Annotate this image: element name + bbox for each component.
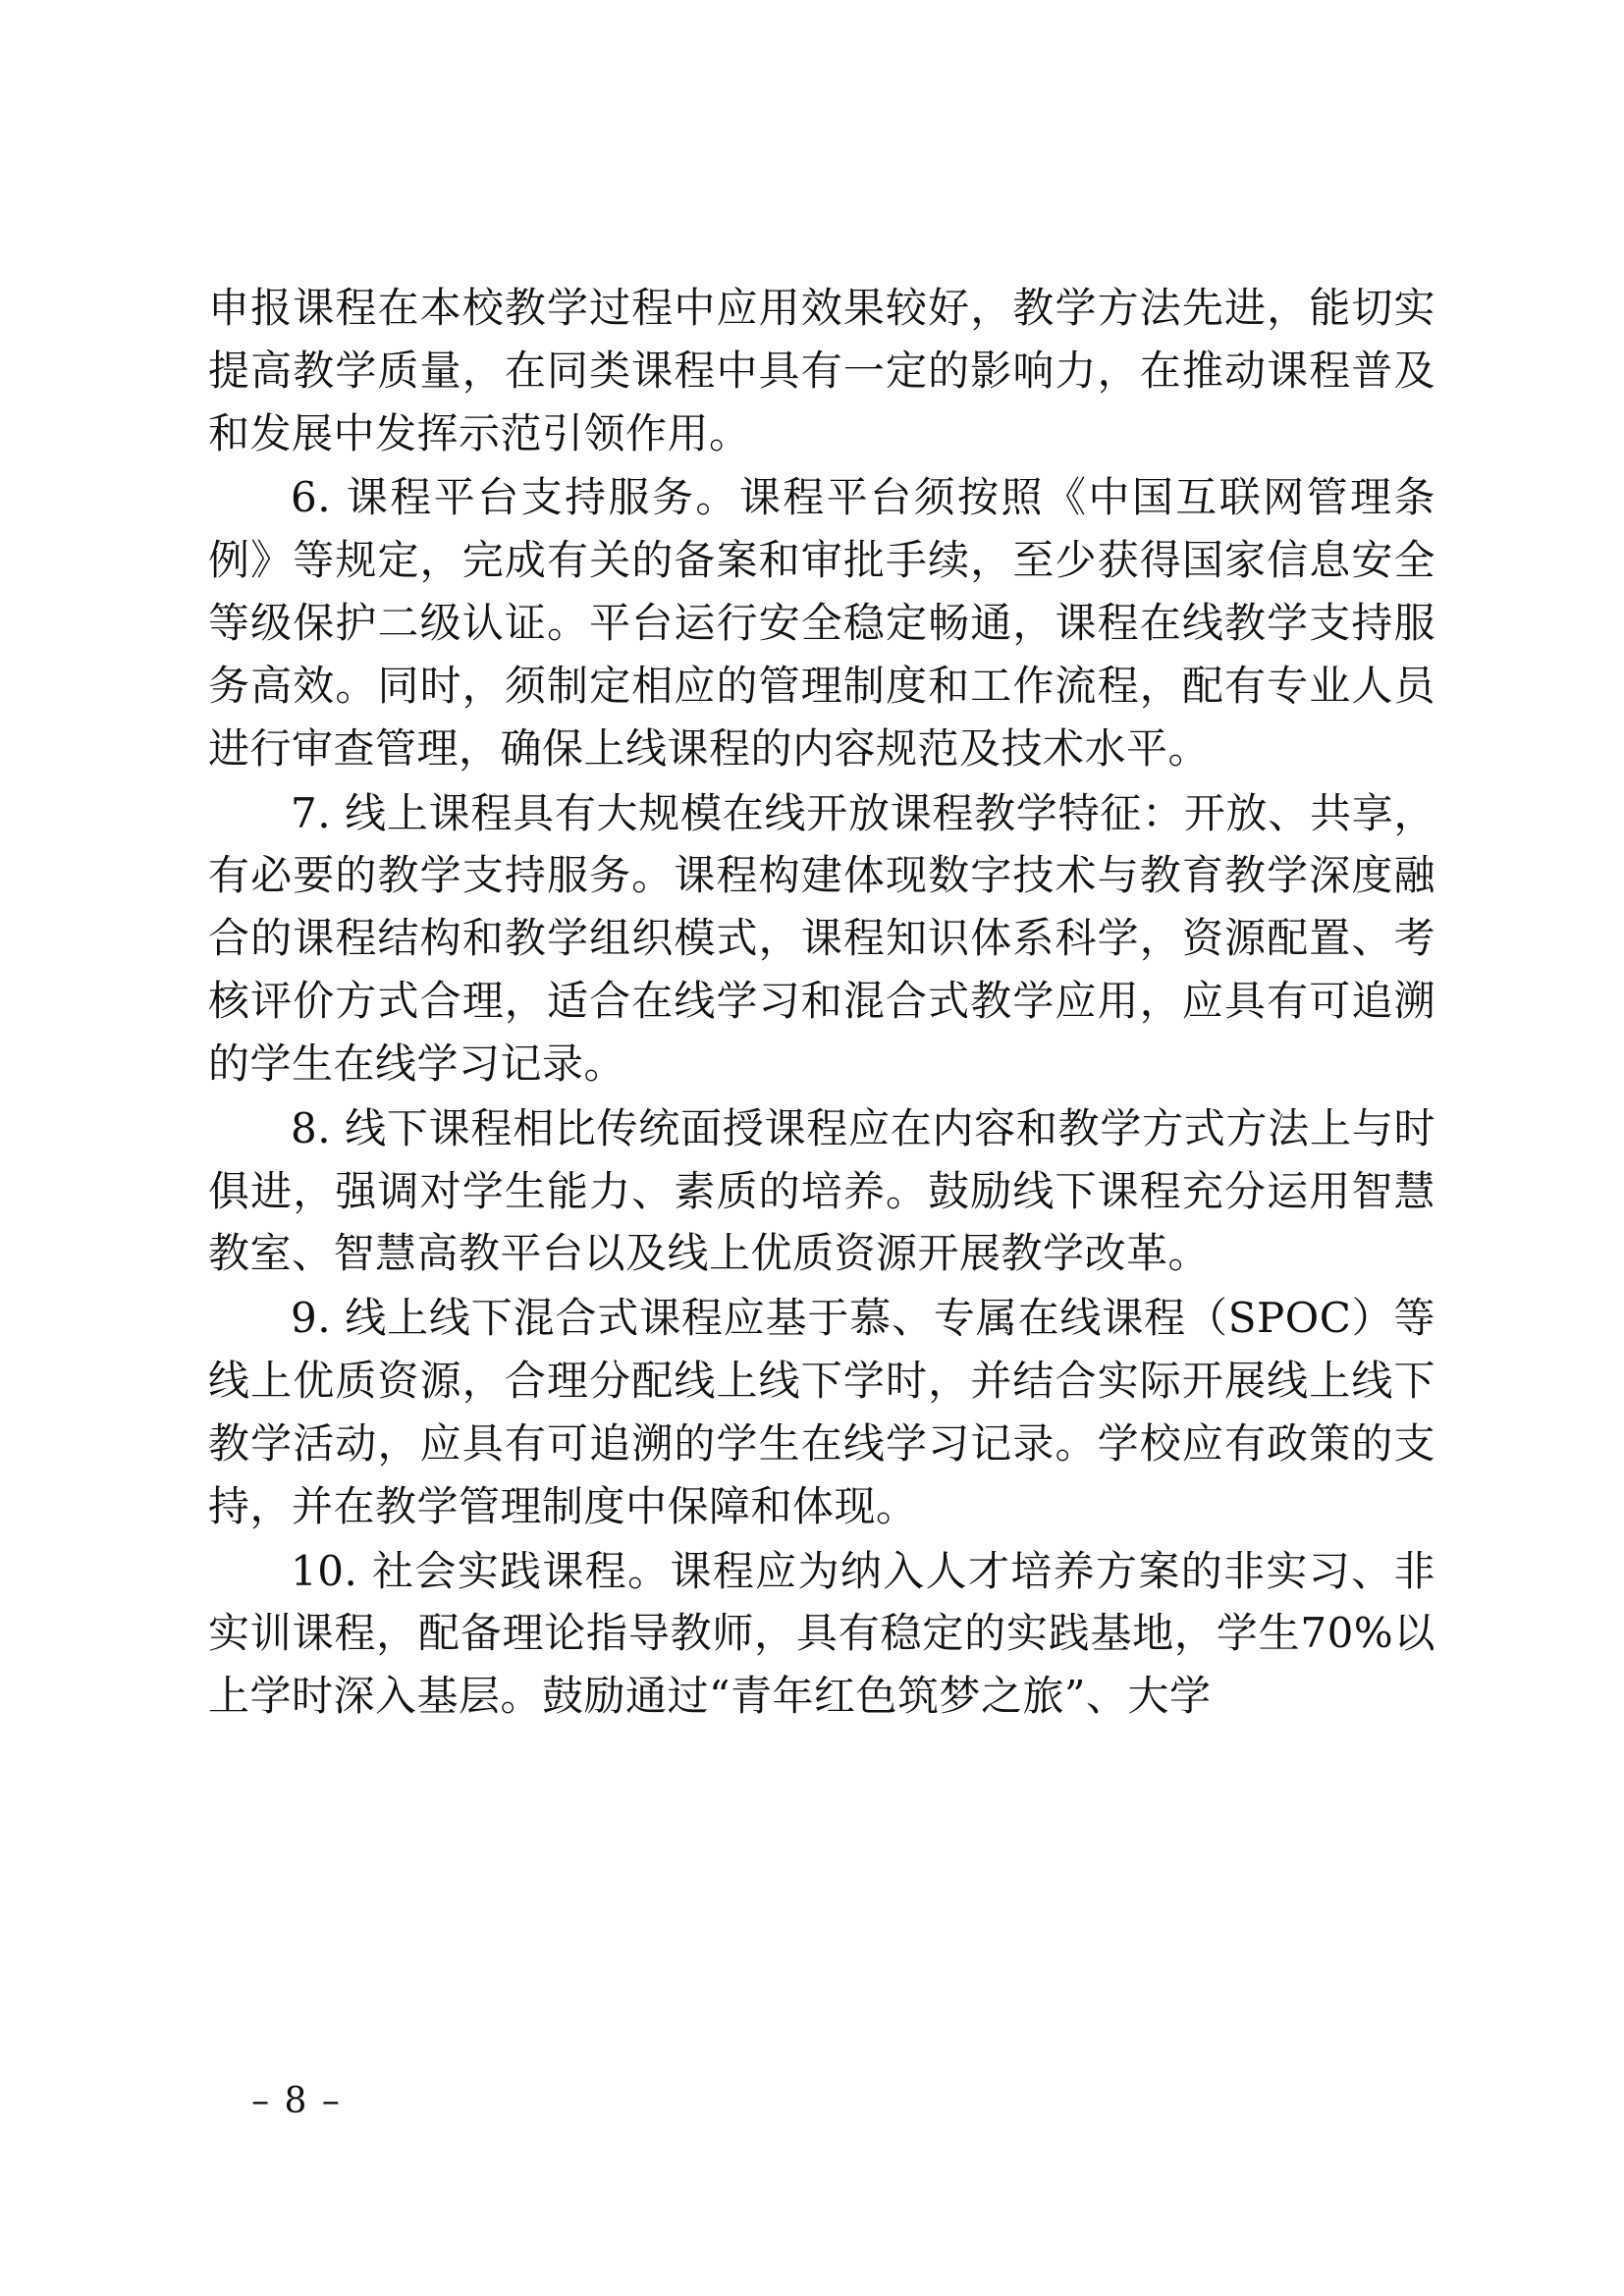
document-body	[208, 277, 1435, 1730]
paragraph-item-6: 6. 课程平台支持服务。课程平台须按照《中国互联网管理条例》等规定，完成有关的备案和审批手续，至少获得国家信息安全等级保护二级认证。平台运行安全稳定畅通，课程在线教学支持服务高效。同时，须制定相应的管理制度和工作流程，配有专业人员进行审查管理，确保上线课程的内容规范及技术水平。	[208, 473, 1435, 773]
paragraph-continued: 申报课程在本校教学过程中应用效果较好，教学方法先进，能切实提高教学质量，在同类课程中具有一定的影响力，在推动课程普及和发展中发挥示范引领作用。	[208, 284, 1435, 457]
paragraph-item-7: 7. 线上课程具有大规模在线开放课程教学特征：开放、共享，有必要的教学支持服务。课程构建体现数字技术与教育教学深度融合的课程结构和教学组织模式，课程知识体系科学，资源配置、考核评价方式合理，适合在线学习和混合式教学应用，应具有可追溯的学生在线学习记录。	[208, 788, 1435, 1088]
page-number: – 8 –	[251, 2081, 342, 2121]
paragraph-item-9: 9. 线上线下混合式课程应基于慕、专属在线课程（SPOC）等线上优质资源，合理分配线上线下学时，并结合实际开展线上线下教学活动，应具有可追溯的学生在线学习记录。学校应有政策的支持，并在教学管理制度中保障和体现。	[208, 1294, 1435, 1530]
page-footer	[0, 2081, 1624, 2121]
paragraph-item-8: 8. 线下课程相比传统面授课程应在内容和教学方式方法上与时俱进，强调对学生能力、素质的培养。鼓励线下课程充分运用智慧教室、智慧高教平台以及线上优质资源开展教学改革。	[208, 1103, 1435, 1278]
paragraph-item-10: 10. 社会实践课程。课程应为纳入人才培养方案的非实习、非实训课程，配备理论指导教师，具有稳定的实践基地，学生70%以上学时深入基层。鼓励通过“青年红色筑梦之旅”、大学	[208, 1546, 1435, 1721]
